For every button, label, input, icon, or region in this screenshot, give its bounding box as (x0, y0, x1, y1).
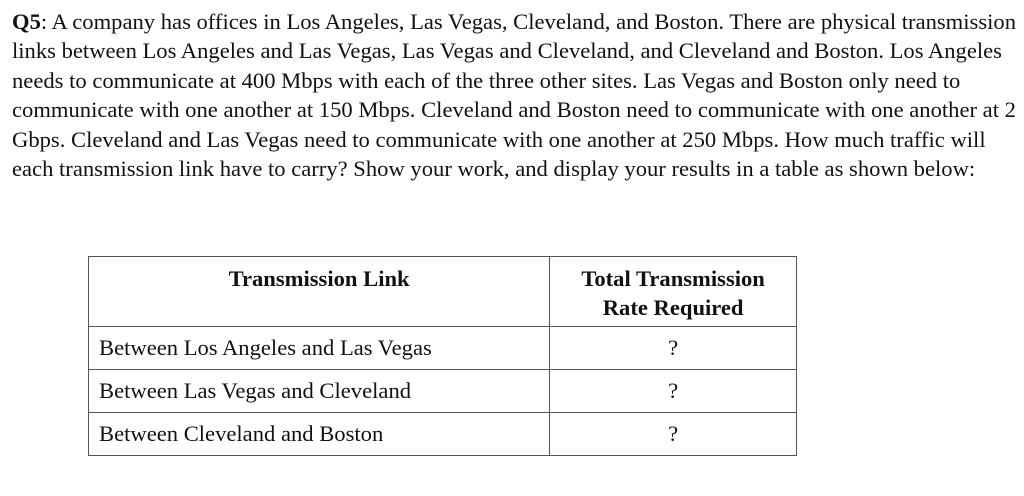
link-cell: Between Cleveland and Boston (89, 413, 550, 456)
table-header-row (89, 257, 797, 327)
results-table (88, 256, 797, 456)
rate-cell: ? (550, 413, 797, 456)
table-row (89, 370, 797, 413)
question-body: : A company has offices in Los Angeles, Las Vegas, Cleveland, and Boston. There are physical transmission links between Los Angeles and Las Vegas, Las Vegas and Cleveland, and Cleveland and Boston. Los Angeles needs to communicate at 400 Mbps with each of the three other sites. Las Vegas and Boston only need to communicate with one another at 150 Mbps. Cleveland and Boston need to communicate with one another at 2 Gbps. Cleveland and Las Vegas need to communicate with one another at 250 Mbps. How much traffic will each transmission link have to carry? Show your work, and display your results in a table as shown below: (12, 9, 1016, 182)
question-text (12, 7, 1016, 183)
link-cell: Between Las Vegas and Cleveland (89, 370, 550, 413)
header-transmission-link: Transmission Link (89, 257, 550, 327)
rate-cell: ? (550, 327, 797, 370)
table-row (89, 327, 797, 370)
header-total-rate: Total Transmission Rate Required (550, 257, 797, 327)
table-row (89, 413, 797, 456)
question-number: Q5 (12, 9, 41, 34)
rate-cell: ? (550, 370, 797, 413)
link-cell: Between Los Angeles and Las Vegas (89, 327, 550, 370)
